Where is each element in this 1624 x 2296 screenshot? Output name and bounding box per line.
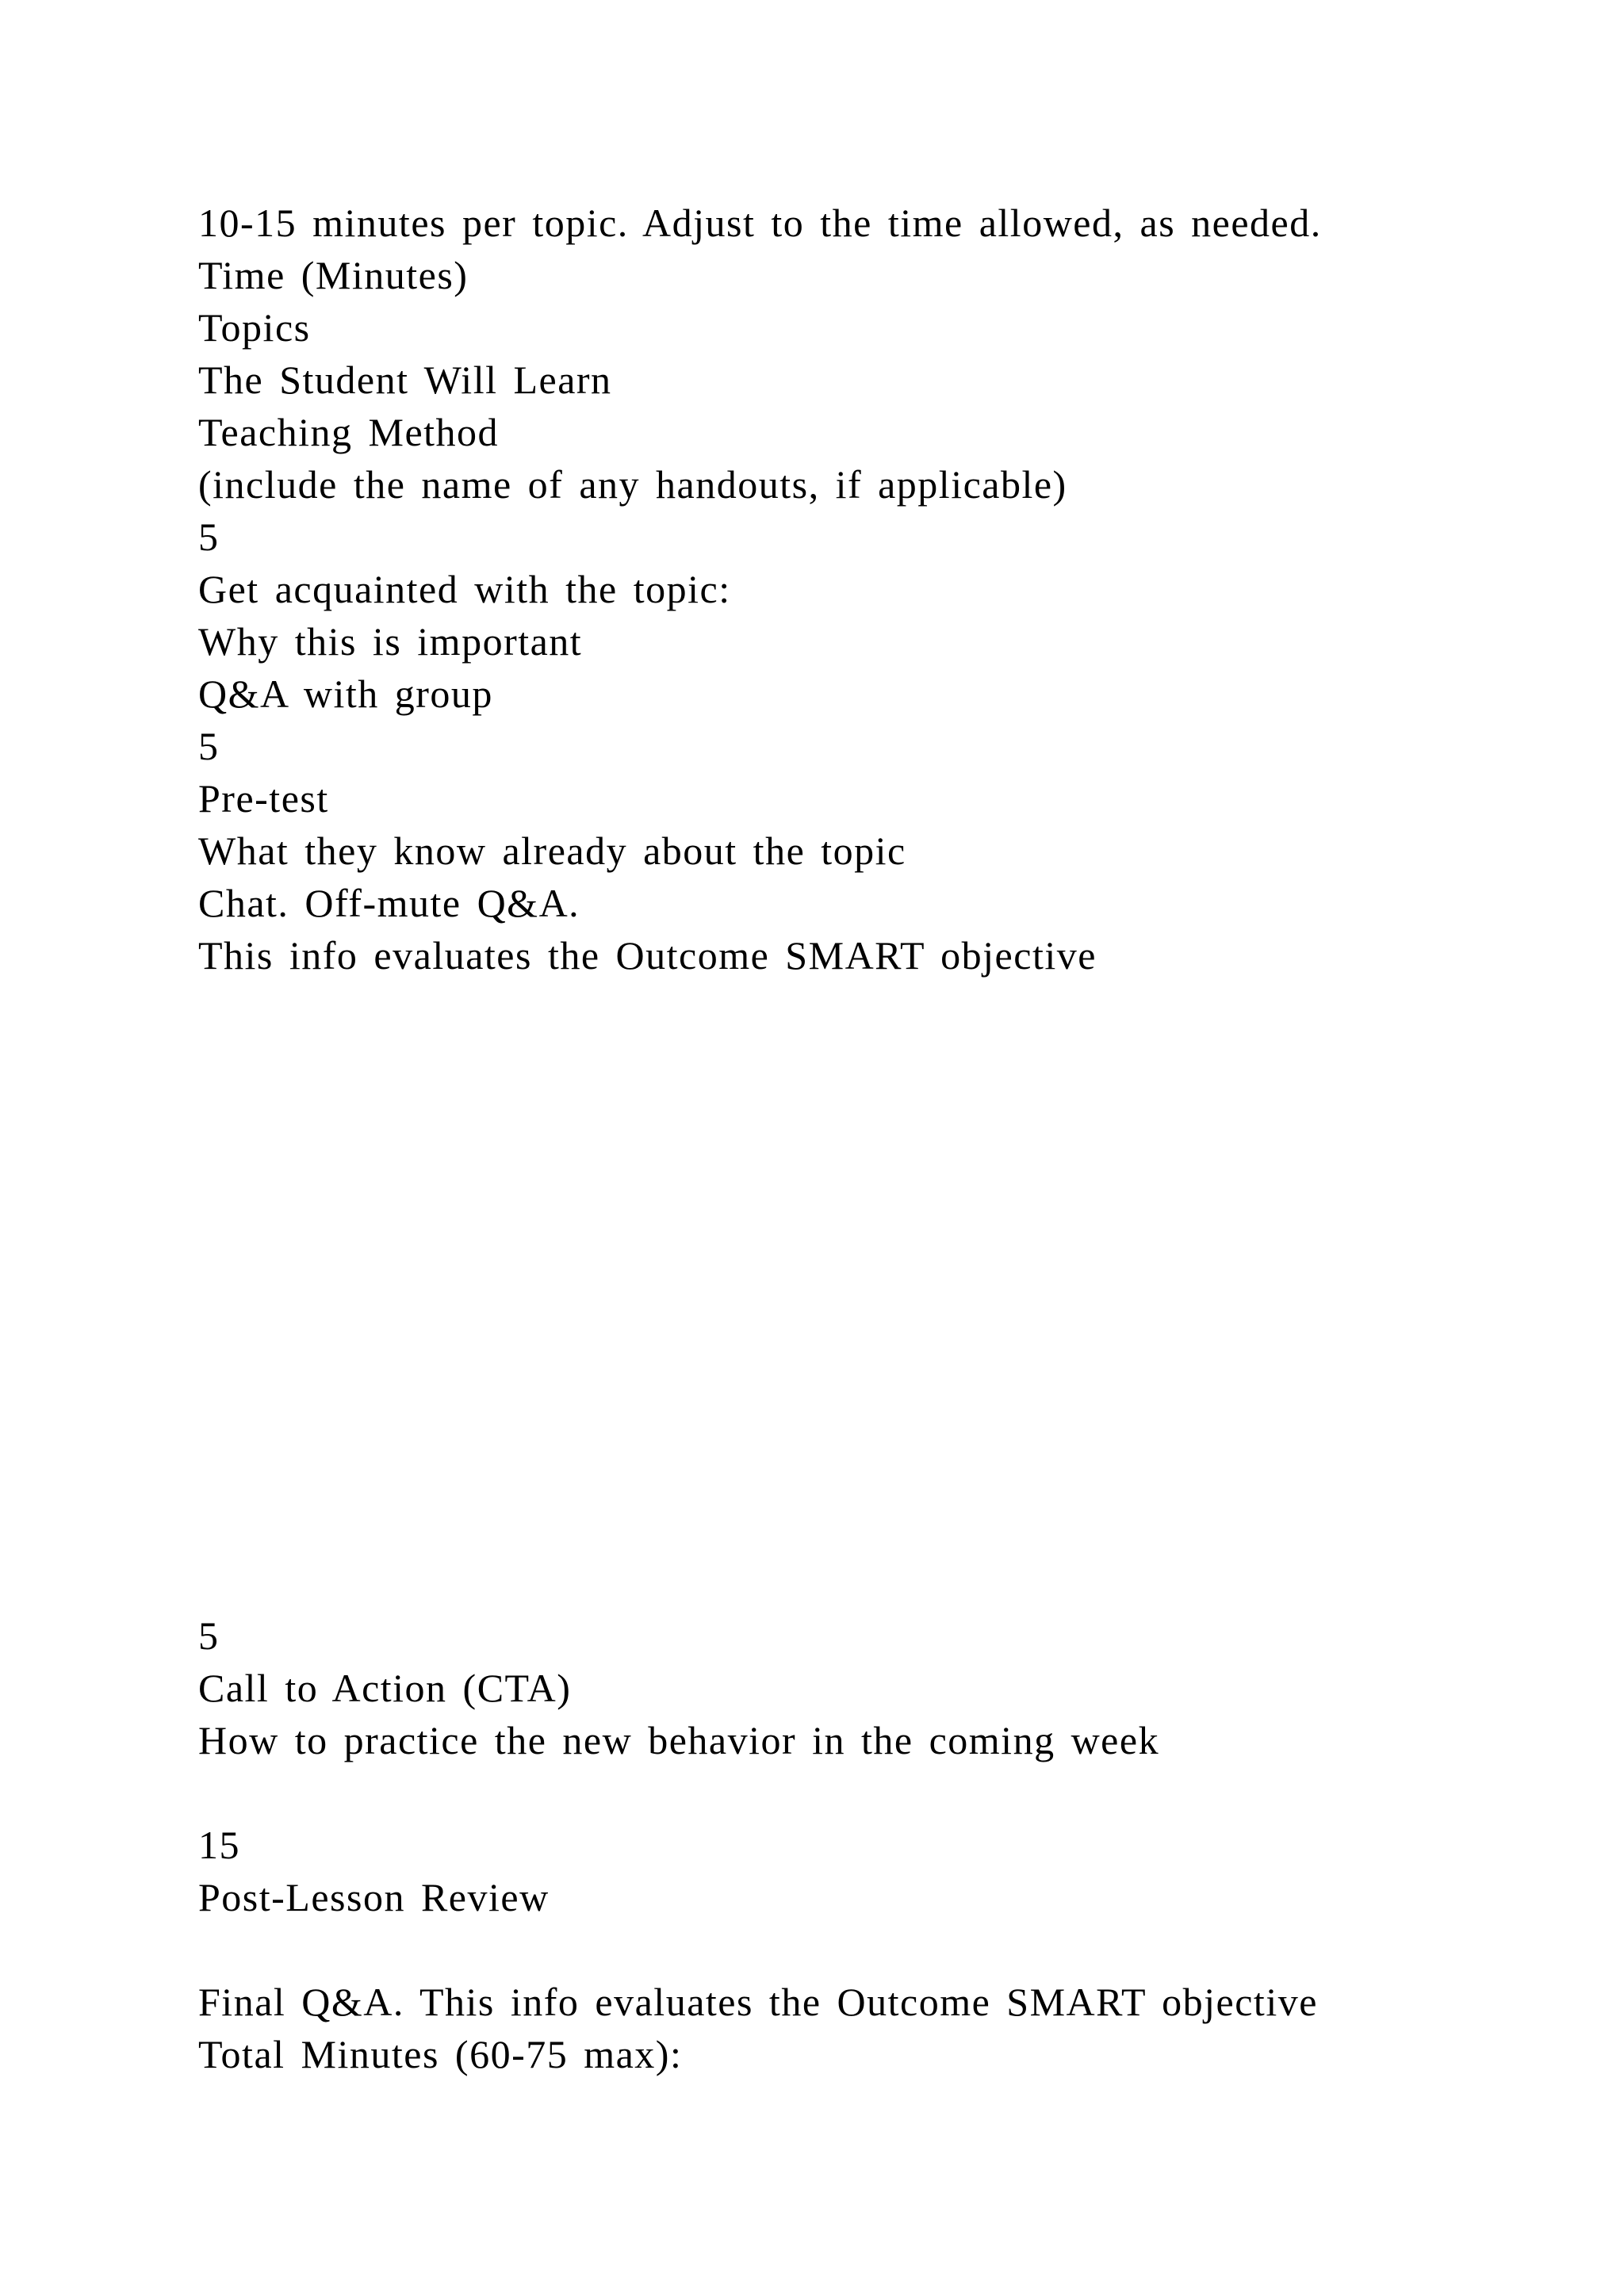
intro-instruction: 10-15 minutes per topic. Adjust to the time allowed, as needed.: [198, 201, 1322, 245]
row4-final-qa: Final Q&A. This info evaluates the Outcome SMART objective: [198, 1980, 1318, 2024]
header-student-will-learn: The Student Will Learn: [198, 358, 612, 402]
row2-evaluation-note: This info evaluates the Outcome SMART objective: [198, 933, 1097, 978]
row3-time: 5: [198, 1613, 220, 1658]
row4-time: 15: [198, 1823, 240, 1867]
row4-topic: Post-Lesson Review: [198, 1875, 550, 1919]
header-handouts-note: (include the name of any handouts, if applicable): [198, 462, 1067, 507]
header-teaching-method: Teaching Method: [198, 410, 500, 454]
header-time-minutes: Time (Minutes): [198, 253, 469, 297]
row2-learn: What they know already about the topic: [198, 828, 906, 873]
total-minutes-label: Total Minutes (60-75 max):: [198, 2032, 683, 2076]
header-topics: Topics: [198, 305, 311, 350]
row1-topic: Get acquainted with the topic:: [198, 567, 731, 611]
row2-topic: Pre-test: [198, 776, 329, 821]
row1-method: Q&A with group: [198, 672, 493, 716]
row1-time: 5: [198, 515, 220, 559]
row3-topic: Call to Action (CTA): [198, 1666, 572, 1710]
row3-learn: How to practice the new behavior in the coming week: [198, 1718, 1160, 1762]
row2-time: 5: [198, 724, 220, 768]
row2-method: Chat. Off-mute Q&A.: [198, 881, 580, 925]
row1-learn: Why this is important: [198, 619, 583, 664]
